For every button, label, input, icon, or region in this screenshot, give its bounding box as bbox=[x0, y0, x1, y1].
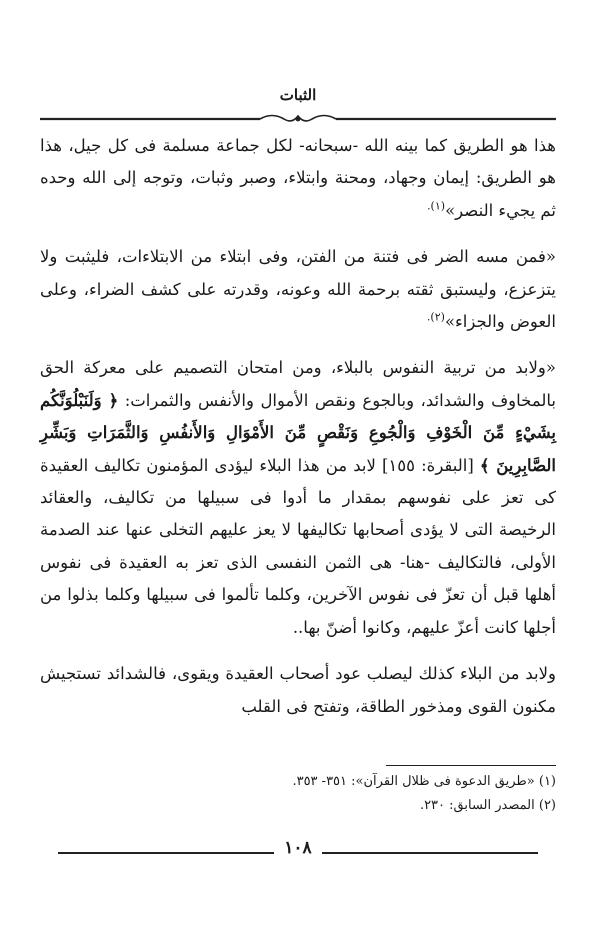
paragraph-intro: «ولابد من تربية النفوس بالبلاء، ومن امتحان التصميم على معركة الحق بالمخاوف والشدائد، وبالجوع ونقص الأموال والأنفس والثمرات: bbox=[40, 358, 557, 410]
paragraph-text: ولابد من البلاء كذلك ليصلب عود أصحاب العقيدة ويقوى، فالشدائد تستجيش مكنون القوى ومذخور الطاقة، وتفتح فى القلب bbox=[40, 664, 556, 716]
footnote-ref: (٢). bbox=[426, 310, 445, 324]
header-title: الثبات bbox=[279, 86, 317, 104]
footnote: (١) «طريق الدعوة فى ظلال القرآن»: ٣٥١- ٣٥٣. bbox=[292, 774, 556, 789]
main-text bbox=[40, 130, 556, 737]
paragraph bbox=[40, 658, 556, 723]
footnote-ref: (١). bbox=[427, 199, 446, 213]
header-ornament-rule bbox=[40, 112, 556, 126]
quran-verse: ﴿ وَلَنَبْلُوَنَّكُم بِشَيْءٍ مِّنَ الْخَوْفِ وَالْجُوعِ وَنَقْصٍ مِّنَ الأَمْوَالِ وَالأَنفُسِ وَالثَّمَرَاتِ وَبَشِّرِ الصَّابِرِينَ ﴾ bbox=[40, 390, 556, 475]
running-header bbox=[40, 86, 556, 126]
paragraph bbox=[40, 130, 556, 227]
paragraph bbox=[40, 352, 556, 644]
footnote-divider bbox=[386, 765, 556, 766]
footnote: (٢) المصدر السابق: ٢٣٠. bbox=[419, 798, 556, 813]
footnotes bbox=[40, 770, 556, 818]
paragraph-text: «فمن مسه الضر فى فتنة من الفتن، وفى ابتلاء من الابتلاءات، فليثبت ولا يتزعزع، وليستبق ثقته برحمة الله وعونه، وقدرته على كشف الضراء، وعلى العوض والجزاء» bbox=[40, 247, 556, 332]
paragraph-text: [البقرة: ١٥٥] لابد من هذا البلاء ليؤدى المؤمنون تكاليف العقيدة كى تعز على نفوسهم بمقدار ما أدوا فى سبيلها من تكاليف، والعقائد الرخيصة التى لا يؤدى أصحابها تكاليفها لا يعز عليهم التخلى عنها عند الصدمة الأولى، فالتكاليف -هنا- هى الثمن النفسى الذى تعز به العقيدة فى نفوس أهلها قبل أن تعزّ فى نفوس الآخرين، وكلما تألموا فى سبيلها وكلما بذلوا من أجلها كانت أعزّ عليهم، وكانوا أضنّ بها.. bbox=[40, 455, 556, 637]
page-footer bbox=[40, 838, 556, 868]
page-number: ١٠٨ bbox=[284, 838, 312, 858]
book-page bbox=[40, 0, 556, 931]
paragraph-text: هذا هو الطريق كما بينه الله -سبحانه- لكل جماعة مسلمة فى كل جيل، هذا هو الطريق: إيمان وجهاد، ومحنة وابتلاء، وصبر وثبات، وتوجه إلى الله وحده ثم يجيء النصر» bbox=[40, 136, 556, 220]
paragraph bbox=[40, 241, 556, 338]
